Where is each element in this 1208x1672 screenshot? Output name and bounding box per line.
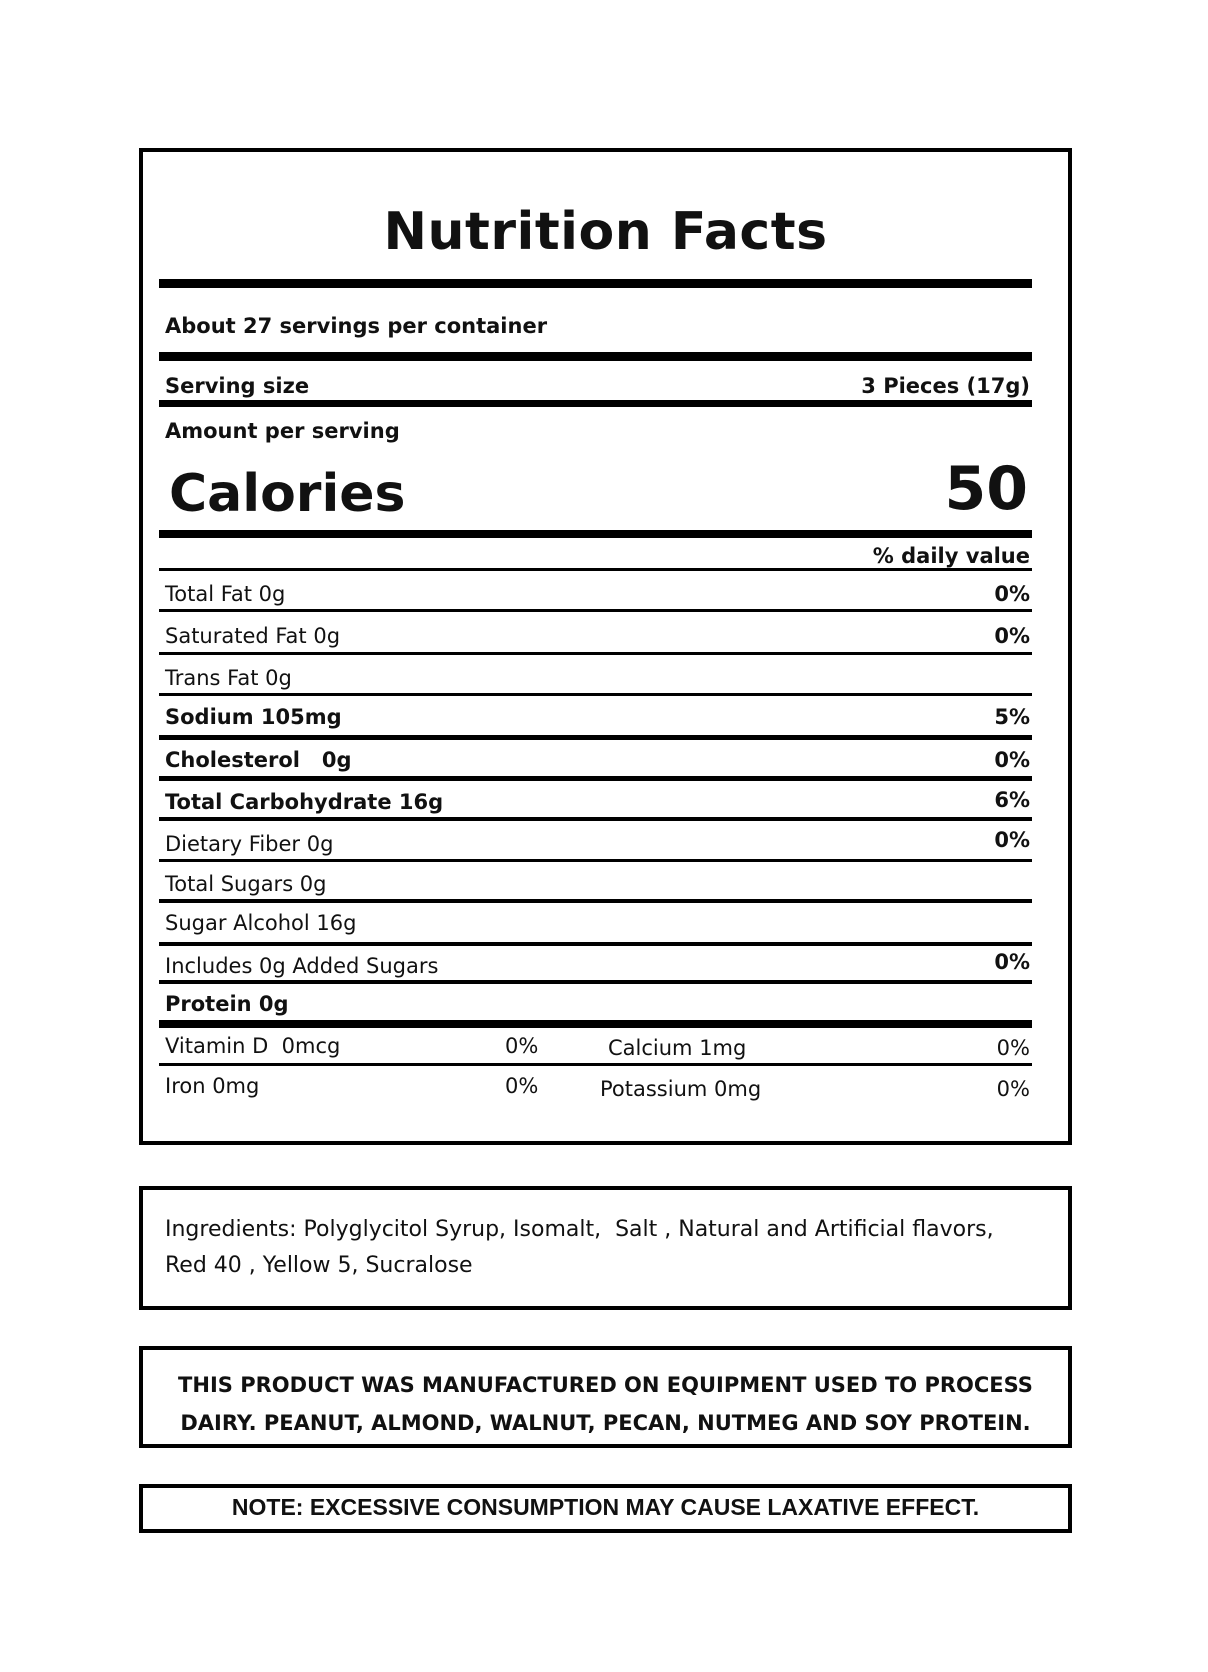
divider xyxy=(159,1063,1032,1066)
divider xyxy=(159,817,1032,821)
vitamin-d-label: Vitamin D 0mcg xyxy=(165,1034,341,1058)
serving-size-label: Serving size xyxy=(165,374,310,398)
divider xyxy=(159,735,1032,740)
laxative-note-box xyxy=(139,1484,1072,1533)
nutrient-dv-total-fat: 0% xyxy=(994,582,1030,606)
divider xyxy=(159,776,1032,781)
nutrient-dv-cholesterol: 0% xyxy=(994,748,1030,772)
iron-label: Iron 0mg xyxy=(165,1074,260,1098)
potassium-dv: 0% xyxy=(996,1077,1030,1101)
nutrient-dv-dietary-fiber: 0% xyxy=(994,828,1030,852)
ingredients-line-2: Red 40 , Yellow 5, Sucralose xyxy=(165,1253,473,1278)
divider xyxy=(159,652,1032,655)
calcium-label: Calcium 1mg xyxy=(608,1036,747,1060)
laxative-note-text: NOTE: EXCESSIVE CONSUMPTION MAY CAUSE LAXATIVE EFFECT. xyxy=(231,1494,980,1520)
nutrient-dv-total-carbohydrate: 6% xyxy=(994,788,1030,812)
allergen-warning-box xyxy=(139,1346,1072,1448)
ingredients-box xyxy=(139,1186,1072,1310)
divider xyxy=(159,693,1032,696)
nutrient-label-sugar-alcohol: Sugar Alcohol 16g xyxy=(165,911,357,935)
calories-label: Calories xyxy=(169,464,406,524)
nutrient-dv-sodium: 5% xyxy=(994,705,1030,729)
nutrient-label-total-fat: Total Fat 0g xyxy=(165,582,286,606)
calories-value: 50 xyxy=(944,454,1028,524)
nutrition-facts-panel xyxy=(139,148,1072,1145)
divider xyxy=(159,859,1032,862)
nutrient-label-total-carbohydrate: Total Carbohydrate 16g xyxy=(165,790,444,814)
divider xyxy=(159,899,1032,903)
nutrient-label-saturated-fat: Saturated Fat 0g xyxy=(165,624,341,648)
ingredients-line-1: Ingredients: Polyglycitol Syrup, Isomalt, Salt , Natural and Artificial flavors, xyxy=(165,1217,994,1242)
divider xyxy=(159,980,1032,984)
nutrient-label-trans-fat: Trans Fat 0g xyxy=(165,666,292,690)
nutrient-dv-added-sugars: 0% xyxy=(994,950,1030,974)
calcium-dv: 0% xyxy=(996,1036,1030,1060)
thick-divider xyxy=(159,352,1032,361)
allergen-warning-text xyxy=(143,1366,1068,1442)
nutrient-label-total-sugars: Total Sugars 0g xyxy=(165,872,327,896)
iron-dv: 0% xyxy=(505,1074,539,1098)
nutrient-label-added-sugars: Includes 0g Added Sugars xyxy=(165,954,439,978)
vitamin-d-dv: 0% xyxy=(505,1034,539,1058)
potassium-label: Potassium 0mg xyxy=(600,1077,762,1101)
panel-title: Nutrition Facts xyxy=(383,202,828,262)
amount-per-serving: Amount per serving xyxy=(165,419,400,443)
nutrient-label-sodium: Sodium 105mg xyxy=(165,705,342,729)
divider xyxy=(159,609,1032,612)
servings-per-container: About 27 servings per container xyxy=(165,314,548,338)
nutrient-dv-saturated-fat: 0% xyxy=(994,624,1030,648)
divider xyxy=(159,568,1032,571)
nutrient-label-cholesterol: Cholesterol 0g xyxy=(165,748,352,772)
thick-divider xyxy=(159,530,1032,538)
thick-divider xyxy=(159,1020,1032,1028)
nutrient-label-dietary-fiber: Dietary Fiber 0g xyxy=(165,832,334,856)
daily-value-header: % daily value xyxy=(872,544,1030,568)
thick-divider xyxy=(159,279,1032,288)
thick-divider xyxy=(159,400,1032,407)
allergen-line-1: THIS PRODUCT WAS MANUFACTURED ON EQUIPMENT USED TO PROCESS xyxy=(178,1373,1033,1397)
allergen-line-2: DAIRY. PEANUT, ALMOND, WALNUT, PECAN, NUTMEG AND SOY PROTEIN. xyxy=(180,1411,1031,1435)
divider xyxy=(159,942,1032,946)
serving-size-value: 3 Pieces (17g) xyxy=(861,374,1030,398)
nutrient-label-protein: Protein 0g xyxy=(165,992,289,1016)
ingredients-text xyxy=(165,1212,1035,1284)
